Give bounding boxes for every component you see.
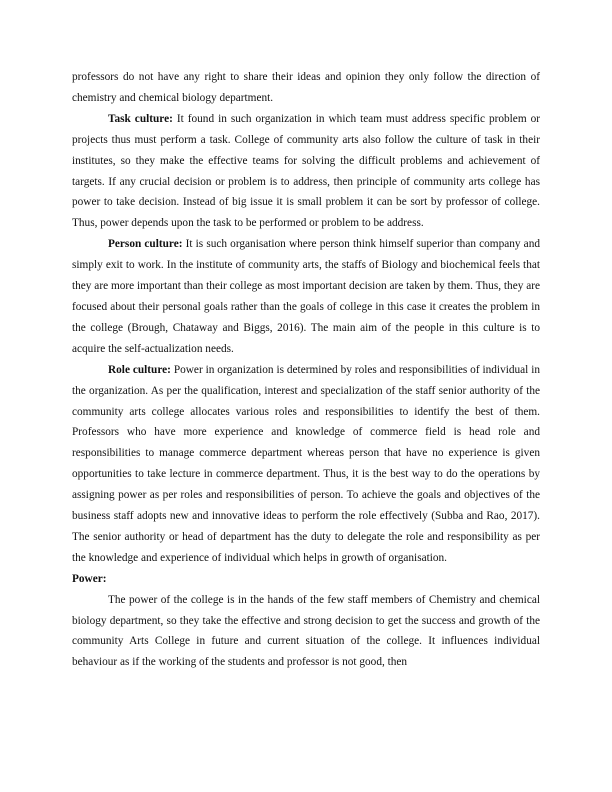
person-culture-text: It is such organisation where person think himself superior than company and simply exit to work. In the institute of community arts, the staffs of Biology and biochemical feels that they are more important than their college as most important decision are taken by them. Thus, they are focused about their personal goals rather than the goals of college in this case it creates the problem in the college (Brough, Chataway and Biggs, 2016). The main aim of the people in this culture is to acquire the self-actualization needs. [72, 238, 540, 355]
person-culture-heading: Person culture: [108, 238, 183, 251]
person-culture-paragraph [72, 234, 540, 359]
role-culture-heading: Role culture: [108, 363, 171, 376]
task-culture-text: It found in such organization in which team must address specific problem or projects thus must perform a task. College of community arts also follow the culture of task in their institutes, so they make the effective teams for solving the difficult problems and achievement of targets. If any crucial decision or problem is to address, then principle of community arts college has power to take decision. Instead of big issue it is small problem it can be sort by professor of college. Thus, power depends upon the task to be performed or problem to be address. [72, 112, 540, 230]
opening-paragraph: professors do not have any right to share their ideas and opinion they only follow the direction of chemistry and chemical biology department. [72, 71, 540, 104]
power-heading: Power: [72, 572, 107, 585]
document-page [72, 67, 540, 673]
task-culture-paragraph [72, 109, 540, 234]
power-paragraph: The power of the college is in the hands of the few staff members of Chemistry and chemical biology department, so they take the effective and strong decision to get the success and growth of the community Arts College in future and current situation of the college. It influences individual behaviour as if the working of the students and professor is not good, then [72, 593, 540, 669]
role-culture-text: Power in organization is determined by roles and responsibilities of individual in the organization. As per the qualification, interest and specialization of the staff senior authority of the community arts college allocates various roles and responsibilities to identify the best of them. Professors who have more experience and knowledge of commerce field is head role and responsibilities to manage commerce department whereas person that have no experience is given opportunities to take lecture in commerce department. Thus, it is the best way to do the operations by assigning power as per roles and responsibilities of person. To achieve the goals and objectives of the business staff adopts new and innovative ideas to perform the role effectively (Subba and Rao, 2017). The senior authority or head of department has the duty to delegate the role and responsibility as per the knowledge and experience of individual which helps in growth of organisation. [72, 363, 540, 564]
task-culture-heading: Task culture: [108, 112, 173, 125]
role-culture-paragraph [72, 360, 540, 569]
